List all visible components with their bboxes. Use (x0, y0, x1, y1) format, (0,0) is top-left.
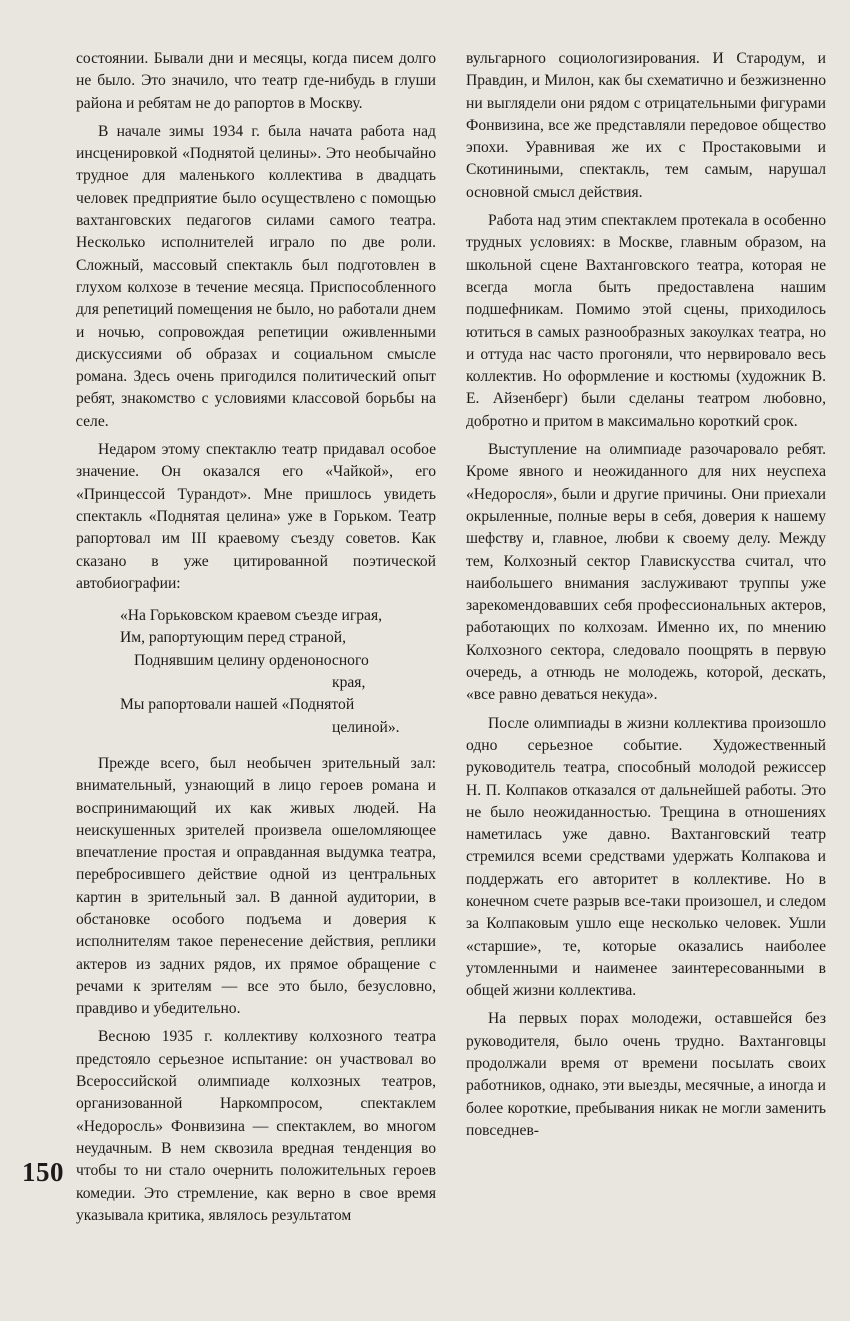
paragraph: Недаром этому спектаклю театр придавал особое значение. Он оказался его «Чайкой», его «Принцессой Турандот». Мне пришлось увидеть спектакль «Поднятая целина» уже в Горьком. Театр рапортовал им III краевому съезду советов. Как сказано в уже цитированной поэтической автобиографии: (76, 441, 436, 592)
verse-quote (120, 605, 436, 739)
verse-line: целиной». (332, 718, 400, 736)
verse-line: «На Горьковском краевом съезде играя, (120, 607, 383, 625)
left-column (76, 48, 436, 1233)
paragraph: Весною 1935 г. коллективу колхозного театра предстояло серьезное испытание: он участвовал во Всероссийской олимпиаде колхозных театров, организованной Наркомпросом, спектаклем «Недоросль» Фонвизина — спектаклем, во многом неудачным. В нем сквозила вредная тенденция во чтобы то ни стало очернить положительных героев комедии. Это стремление, как верно в свое время указывала критика, являлось результатом (76, 1028, 436, 1224)
right-column (466, 48, 826, 1148)
verse-line: Поднявшим целину орденоносного (134, 651, 369, 669)
paragraph: состоянии. Бывали дни и месяцы, когда писем долго не было. Это значило, что театр где-нибудь в глуши района и ребятам не до рапортов в Москву. (76, 50, 436, 112)
paragraph: Прежде всего, был необычен зрительный зал: внимательный, узнающий в лицо героев романа и воспринимающий их как живых людей. На неискушенных зрителей произвела ошеломляющее впечатление простая и оправданная выдумка театра, перебросившего действие одной из центральных картин в зрительный зал. В данной аудитории, в обстановке особого подъема и доверия к исполнителям такое перенесение действия, реплики актеров из задних рядов, их прямое обращение с речами к зрителям — все это было, безусловно, правдиво и убедительно. (76, 754, 436, 1018)
verse-line: Мы рапортовали нашей «Поднятой (120, 696, 355, 714)
paragraph: Работа над этим спектаклем протекала в особенно трудных условиях: в Москве, главным образом, на школьной сцене Вахтанговского театра, которая не всегда могла быть предоставлена нашим подшефникам. Помимо этой сцены, приходилось ютиться в самых разнообразных закоулках театра, но и оттуда нас часто прогоняли, что нервировало весь коллектив. Но оформление и костюмы (художник В. Е. Айзенберг) были сделаны театром любовно, добротно и притом в максимально короткий срок. (466, 212, 826, 430)
verse-line: Им, рапортующим перед страной, (120, 629, 346, 647)
paragraph: вульгарного социологизирования. И Стародум, и Правдин, и Милон, как бы схематично и безжизненно ни выглядели они рядом с отрицательными фигурами Фонвизина, все же представляли передовое общество эпохи. Уравнивая же их с Простаковыми и Скотиниными, спектакль, тем самым, нарушал основной смысл действия. (466, 50, 826, 201)
paragraph: После олимпиады в жизни коллектива произошло одно серьезное событие. Художественный руководитель театра, способный молодой режиссер Н. П. Колпаков отказался от дальнейшей работы. Это не было неожиданностью. Трещина в отношениях наметилась уже давно. Вахтанговский театр стремился всеми средствами удержать Колпакова и поддержать его авторитет в коллективе. Но в конечном счете разрыв все-таки произошел, и следом за Колпаковым ушло еще несколько человек. Ушли «старшие», те, которые оказались наиболее утомленными и наименее заинтересованными в общей жизни коллектива. (466, 714, 826, 1000)
verse-line: края, (332, 674, 366, 692)
paragraph: На первых порах молодежи, оставшейся без руководителя, было очень трудно. Вахтанговцы продолжали время от времени посылать своих работников, однако, эти выезды, месячные, а иногда и более короткие, пребывания никак не могли заменить повседнев- (466, 1010, 826, 1139)
paragraph: Выступление на олимпиаде разочаровало ребят. Кроме явного и неожиданного для них неуспеха «Недоросля», были и другие причины. Они приехали окрыленные, полные веры в себя, доверия к нашему шефству и, главное, любви к своему делу. Между тем, Колхозный сектор Главискусства считал, что наибольшего внимания заслуживают труппы уже зарекомендовавших себя профессиональных актеров, работающих по колхозам. Именно их, по мнению Колхозного сектора, следовало поощрять в первую очередь, а отнюдь не молодежь, которой, дескать, «все равно деваться некуда». (466, 441, 826, 704)
page-number: 150 (22, 1157, 64, 1187)
paragraph: В начале зимы 1934 г. была начата работа над инсценировкой «Поднятой целины». Это необычайно трудное для маленького коллектива в двадцать человек предприятие было осуществлено с помощью вахтанговских педагогов силами самого театра. Несколько исполнителей играло по две роли. Сложный, массовый спектакль был подготовлен в глухом колхозе в течение месяца. Приспособленного для репетиций помещения не было, но работали днем и ночью, сопровождая репетиции оживленными дискуссиями об образах и социальном смысле романа. Здесь очень пригодился политический опыт ребят, знакомство с условиями классовой борьбы на селе. (76, 122, 436, 430)
